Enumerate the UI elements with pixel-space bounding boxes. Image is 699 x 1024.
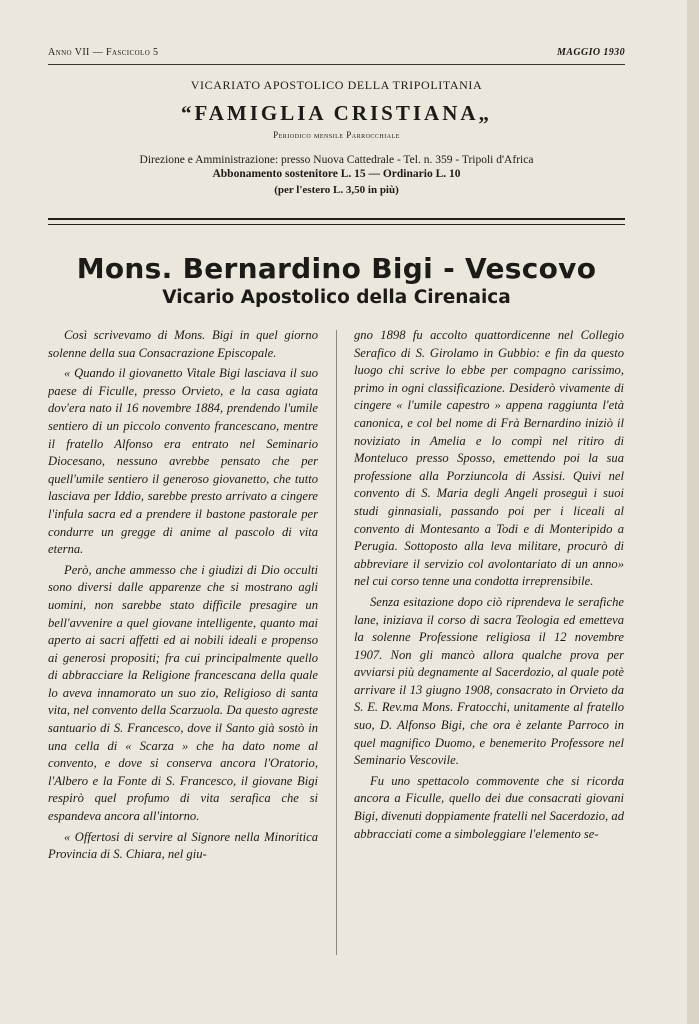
article-column-right (354, 327, 624, 967)
article-headline (48, 252, 625, 308)
paragraph: « Quando il giovanetto Vitale Bigi lasciava il suo paese di Ficulle, presso Orvieto, e la casa agiata dov'era nato il 16 novembre 1884, prendendo l'umile sentiero di un piccolo convento francescano, mentre il fratello Alfonso era entrato nel Seminario Diocesano, nessuno avrebbe pensato che per quell'umile sentiero il generoso giovanetto, che tutto lasciava per Iddio, sarebbe presto arrivato a cingere l'infula sacra ed a prendere il bastone pastorale per condurre un gregge di anime al pascolo di vita eterna. (48, 366, 318, 557)
article-subtitle: Vicario Apostolico della Cirenaica (162, 287, 511, 308)
page-edge (687, 0, 699, 1024)
masthead-title: “FAMIGLIA CRISTIANA„ (180, 101, 493, 125)
issue-number: Anno VII — Fascicolo 5 (48, 47, 159, 58)
paragraph: Senza esitazione dopo ciò riprendeva le serafiche lane, iniziava il corso di sacra Teologia ed emetteva la solenne Professione religiosa il 12 novembre 1907. Non gli mancò allora qualche prova per avviarsi più degnamente al Sacerdozio, al quale potè arrivare il 13 giugno 1908, consacrato in Orvieto da S. E. Rev.ma Mons. Fratocchi, unitamente al fratello suo, D. Alfonso Bigi, che ora è zelante Parroco in quel magnifico Duomo, e benemerito Professore nel Seminario Vescovile. (354, 594, 624, 768)
article-title: Mons. Bernardino Bigi - Vescovo (76, 252, 597, 285)
issue-date: MAGGIO 1930 (556, 47, 625, 58)
masthead-abbonamento: Abbonamento sostenitore L. 15 — Ordinario L. 10 (212, 168, 461, 180)
top-rule (48, 64, 625, 65)
masthead-direzione: Direzione e Amministrazione: presso Nuova Cattedrale - Tel. n. 359 - Tripoli d'Africa (139, 154, 534, 166)
masthead-subtitle: Periodico mensile Parrocchiale (273, 130, 400, 140)
paragraph: Fu uno spettacolo commovente che si ricorda ancora a Ficulle, quello dei due consacrati giovani Bigi, divenuti doppiamente fratelli nel Sacerdozio, ad abbracciati come a simboleggiare l'elemento se- (354, 773, 624, 841)
paragraph: Così scrivevamo di Mons. Bigi in quel giorno solenne della sua Consacrazione Episcopale. (48, 328, 318, 360)
masthead-estero: (per l'estero L. 3,50 in più) (274, 184, 399, 196)
masthead-vicariato: VICARIATO APOSTOLICO DELLA TRIPOLITANIA (190, 78, 483, 92)
paragraph: gno 1898 fu accolto quattordicenne nel Collegio Serafico di S. Girolamo in Gubbio: e fin da questo luogo chi scrive lo ebbe per compagno carissimo, primo in ogni classificazione. Desiderò vivamente di cingere « l'umile capestro » appena raggiunta l'età canonica, e col bel nome di Frà Bernardino iniziò il noviziato in Amelia e lo compì nel ritiro di Monteluco presso Sposso, emettendo poi la sua professione alla Porziuncola di Assisi. Quivi nel convento di S. Maria degli Angeli proseguì i suoi studi ginnasiali, passando poi per i liceali al convento di Montesanto a Todi e di Monteripido a Perugia. Sottoposto alla leva militare, procurò di abbreviare il servizio col avolontariato di un anno» nel cui corso tenne una condotta irreprensibile. (354, 328, 624, 589)
paragraph: Però, anche ammesso che i giudizi di Dio occulti sono diversi dalle apparenze che si mostrano agli uomini, non sarebbe stato difficile presagire un bell'avvenire a quel giovane intelligente, quanto mai aperto ai sacri affetti ed ai nobili ideali e propenso ai generosi propositi; fra cui principalmente quello di abbracciare la Religione francescana della quale lo aveva innamorato un suo zio, Religioso di santa vita, nel convento della Scarzuola. Da questo agreste santuario di S. Francesco, dove il Santo già sostò in una cella di « Scarza » che ha dato nome al convento, e dove si conserva ancora l'Oratorio, l'Albero e la Fonte di S. Francesco, il giovane Bigi respirò quel profumo di vita serafica che si espandeva ancora all'intorno. (48, 562, 318, 824)
masthead (48, 78, 625, 196)
column-divider (336, 330, 337, 955)
paragraph: « Offertosi di servire al Signore nella Minoritica Provincia di S. Chiara, nel giu- (48, 829, 318, 862)
article-column-left (48, 327, 318, 967)
masthead-rule (48, 218, 625, 225)
